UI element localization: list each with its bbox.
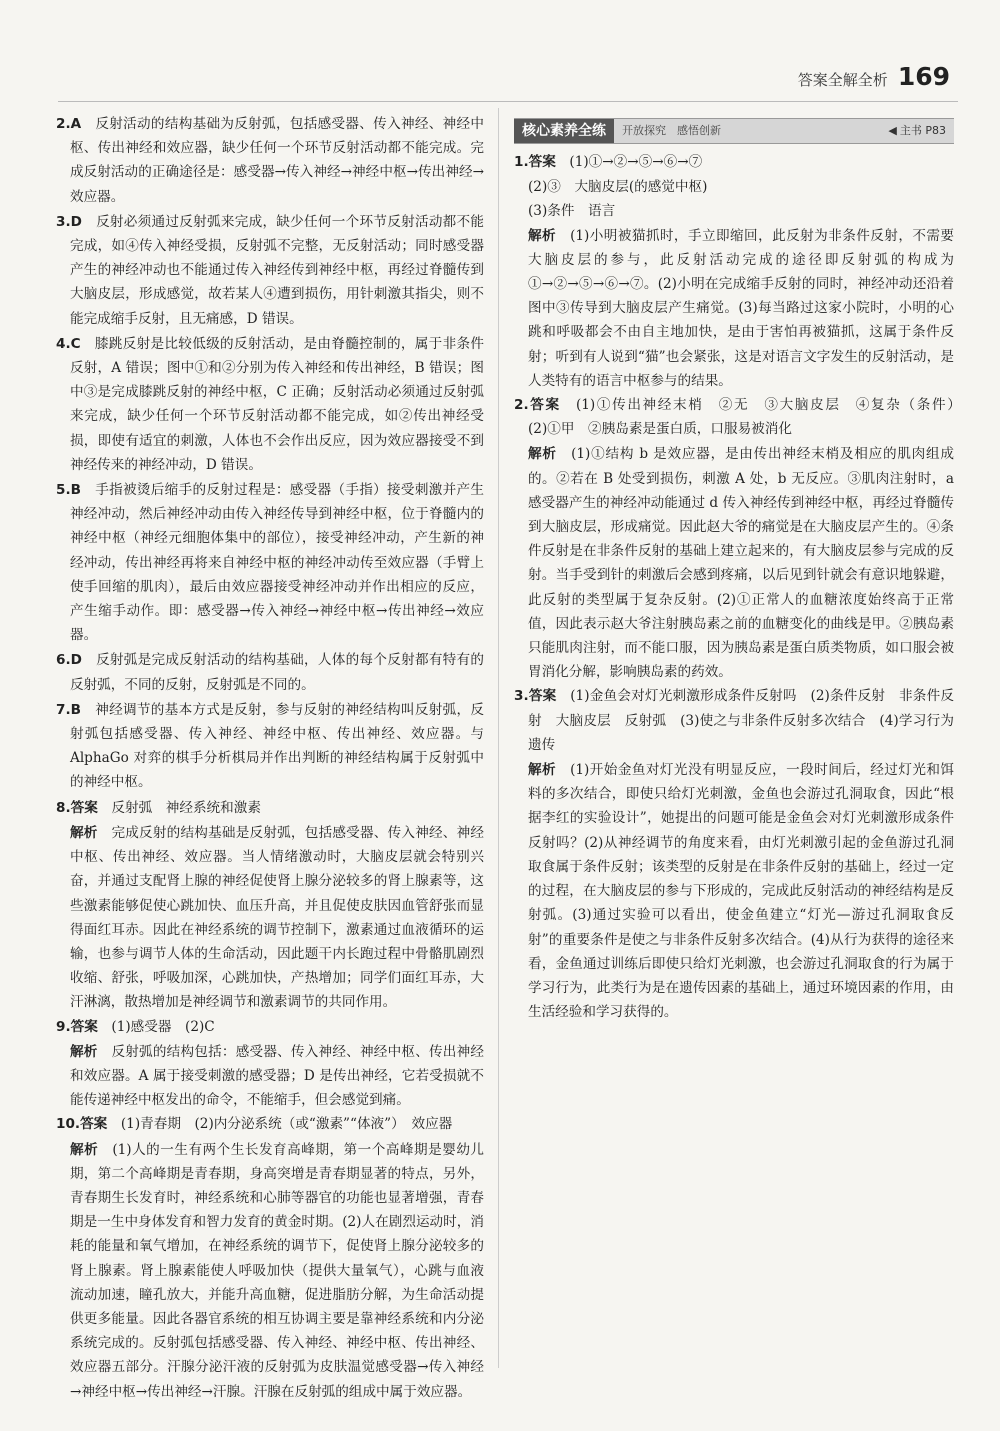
question-9-explanation: 解析 反射弧的结构包括：感受器、传入神经、神经中枢、传出神经和效应器。A 属于接受刺激的感受器；D 是传出神经，它若受损就不能传递神经中枢发出的命令，不能缩手，但会感觉到痛。 <box>70 1043 485 1109</box>
header-title: 答案全解全析 <box>797 71 888 89</box>
header-rule <box>58 101 958 102</box>
section-title: 核心素养全练 <box>514 119 614 143</box>
page-number: 169 <box>897 62 950 91</box>
core-3-explanation: 解析 (1)开始金鱼对灯光没有明显反应，一段时间后，经过灯光和饵料的多次结合，即使只给灯光刺激，金鱼也会游过孔洞取食，因此“根据李红的实验设计”，她提出的问题可能是金鱼会对灯光刺激形成条件反射吗？(2)从神经调节的角度来看，由灯光刺激引起的金鱼游过孔洞取食属于条件反射；该类型的反射是在非条件反射的基础上，经过一定的过程，在大脑皮层的参与下形成的，完成此反射活动的神经结构是反射弧。(3)通过实验可以看出，使金鱼建立“灯光—游过孔洞取食反射”的重要条件是使之与非条件反射多次结合。(4)从行为获得的途径来看，金鱼通过训练后即使只给灯光刺激，也会游过孔洞取食的行为属于学习行为，此类行为是在遗传因素的基础上，通过环境因素的作用，由生活经验和学习获得的。 <box>528 762 955 1021</box>
question-8-explanation: 解析 完成反射的结构基础是反射弧，包括感受器、传入神经、神经中枢、传出神经、效应器。当人情绪激动时，大脑皮层就会特别兴奋，并通过支配肾上腺的神经促使肾上腺分泌较多的肾上腺素等，这些激素能够促使心跳加快、血压升高，并且促使皮肤因血管舒张而显得面红耳赤。因此在神经系统的调节控制下，激素通过血液循环的运输，也参与调节人体的生命活动，因此题干内长跑过程中骨骼肌剧烈收缩、舒张，呼吸加深，心跳加快，产热增加；同学们面红耳赤，大汗淋漓，散热增加是神经调节和激素调节的共同作用。 <box>70 824 485 1011</box>
answer-item: 2.A 反射活动的结构基础为反射弧，包括感受器、传入神经、神经中枢、传出神经和效应器，缺少任何一个环节反射活动都不能完成。完成反射活动的正确途径是：感受器→传入神经→神经中枢→传出神经→效应器。 <box>56 116 485 205</box>
page-header <box>798 62 950 102</box>
core-1-answer-line: (2)③ 大脑皮层(的感觉中枢) <box>528 179 708 196</box>
left-column <box>56 112 484 1404</box>
section-header <box>514 118 954 144</box>
core-3-answer: 3.答案 (1)金鱼会对灯光刺激形成条件反射吗 (2)条件反射 非条件反射 大脑皮层 反射弧 (3)使之与非条件反射多次结合 (4)学习行为 遗传 <box>514 688 968 753</box>
column-divider <box>498 108 499 1368</box>
pointer-icon: ◀ <box>888 123 897 137</box>
question-8-answer: 8.答案 反射弧 神经系统和激素 <box>56 799 261 816</box>
answer-item: 5.B 手指被烫后缩手的反射过程是：感受器（手指）接受刺激并产生神经冲动，然后神经冲动由传入神经传导到神经中枢，位于脊髓内的神经中枢（神经元细胞体集中的部位），接受神经冲动，产生新的神经冲动，传出神经再将来自神经中枢的神经冲动传至效应器（手臂上使手回缩的肌肉），最后由效应器接受神经冲动并作出相应的反应，产生缩手动作。即：感受器→传入神经→神经中枢→传出神经→效应器。 <box>56 482 485 644</box>
right-column <box>514 112 968 1024</box>
book-reference: ◀ 主书 P83 <box>888 119 946 143</box>
section-subtitle: 开放探究 感悟创新 <box>622 123 721 137</box>
answer-item: 7.B 神经调节的基本方式是反射，参与反射的神经结构叫反射弧，反射弧包括感受器、传入神经、神经中枢、传出神经、效应器。与 AlphaGo 对弈的棋手分析棋局并作出判断的神经结构属于反射弧中的神经中枢。 <box>56 701 485 791</box>
core-2-answer: 2.答案 (1)①传出神经末梢 ②无 ③大脑皮层 ④复杂（条件） (2)①甲 ②胰岛素是蛋白质，口服易被消化 <box>514 397 968 438</box>
answer-item: 4.C 膝跳反射是比较低级的反射活动，是由脊髓控制的，属于非条件反射，A 错误；图中①和②分别为传入神经和传出神经，B 错误；图中③是完成膝跳反射的神经中枢，C 正确；反射活动必须通过反射弧来完成，缺少任何一个环节反射活动都不能完成，如②传出神经受损，即使有适宜的刺激，人体也不会作出反应，因为效应器接受不到神经传来的神经冲动，D 错误。 <box>56 335 485 473</box>
question-9-answer: 9.答案 (1)感受器 (2)C <box>56 1018 215 1035</box>
core-1-answer-line: (3)条件 语言 <box>528 203 616 220</box>
answer-item: 3.D 反射必须通过反射弧来完成，缺少任何一个环节反射活动都不能完成，如④传入神经受损，反射弧不完整，无反射活动；同时感受器产生的神经冲动也不能通过传入神经传到神经中枢，再经过脊髓传到大脑皮层，形成感觉，故若某人④遭到损伤，用针刺激其指尖，则不能完成缩手反射，且无痛感，D 错误。 <box>56 213 485 327</box>
question-10-explanation: 解析 (1)人的一生有两个生长发育高峰期，第一个高峰期是婴幼儿期，第二个高峰期是青春期，身高突增是青春期显著的特点，另外，青春期生长发育时，神经系统和心肺等器官的功能也显著增强，青春期是一生中身体发育和智力发育的黄金时期。(2)人在剧烈运动时，消耗的能量和氧气增加，在神经系统的调节下，促使肾上腺分泌较多的肾上腺素。肾上腺素能使人呼吸加快（提供大量氧气），心跳与血液流动加速，瞳孔放大，并能升高血糖，促进脂肪分解，为生命活动提供更多能量。因此各器官系统的相互协调主要是靠神经系统和内分泌系统完成的。反射弧包括感受器、传入神经、神经中枢、传出神经、效应器五部分。汗腺分泌汗液的反射弧为皮肤温觉感受器→传入神经→神经中枢→传出神经→汗腺。汗腺在反射弧的组成中属于效应器。 <box>70 1141 485 1400</box>
answer-item: 6.D 反射弧是完成反射活动的结构基础，人体的每个反射都有特有的反射弧，不同的反射，反射弧是不同的。 <box>56 652 485 693</box>
core-1-answer: 1.答案 (1)①→②→⑤→⑥→⑦ <box>514 154 703 170</box>
core-1-explanation: 解析 (1)小明被猫抓时，手立即缩回，此反射为非条件反射，不需要大脑皮层的参与，此反射活动完成的途径即反射弧的构成为①→②→⑤→⑥→⑦。(2)小明在完成缩手反射的同时，神经冲动还沿着图中③传导到大脑皮层产生痛觉。(3)每当路过这家小院时，小明的心跳和呼吸都会不由自主地加快，是由于害怕再被猫抓，这属于条件反射；听到有人说到“猫”也会紧张，这是对语言文字发生的反射活动，是人类特有的语言中枢参与的结果。 <box>528 227 955 389</box>
question-10-answer: 10.答案 (1)青春期 (2)内分泌系统（或“激素”“体液”） 效应器 <box>56 1116 453 1133</box>
core-2-explanation: 解析 (1)①结构 b 是效应器，是由传出神经末梢及相应的肌肉组成的。②若在 B 处受到损伤，刺激 A 处，b 无反应。③肌肉注射时，a 感受器产生的神经冲动能通过 d 传入神经传到神经中枢，再经过脊髓传到大脑皮层，形成痛觉。因此赵大爷的痛觉是在大脑皮层产生的。④条件反射是在非条件反射的基础上建立起来的，有大脑皮层参与完成的反射。当手受到针的刺激后会感到疼痛，以后见到针就会有意识地躲避，此反射的类型属于复杂反射。(2)①正常人的血糖浓度始终高于正常值，因此表示赵大爷注射胰岛素之前的血糖变化的曲线是甲。②胰岛素只能肌肉注射，而不能口服，因为胰岛素是蛋白质类物质，如口服会被胃消化分解，影响胰岛素的药效。 <box>528 446 955 681</box>
